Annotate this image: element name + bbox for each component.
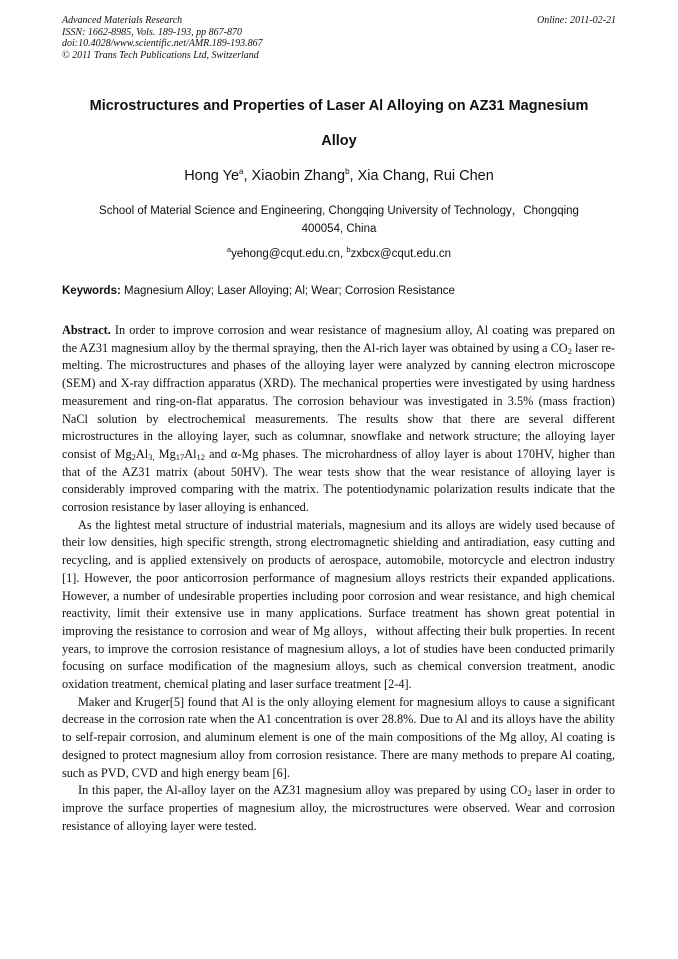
subscript: 2	[527, 788, 532, 799]
online-date: Online: 2011-02-21	[537, 15, 616, 26]
abstract-label: Abstract.	[62, 323, 111, 337]
body-paragraph: As the lightest metal structure of industrial materials, magnesium and its alloys are widely used because of their low densities, high specific strength, strong electromagnetic shielding and antiradiation, easy cutting and recycling, and is applied extensively on products of aerospace, automobile, motorcycle and electron industry [1]. However, the poor anticorrosion performance of magnesium alloys restricts their expanded applications. However, a number of undesirable properties including poor corrosion and wear resistance, and high chemical reactivity, limit their extensive use in many applications. Surface treatment has shown great potential in improving the resistance to corrosion and wear of Mg alloys，without affecting their bulk properties. In recent years, to improve the corrosion resistance of magnesium alloys, a lot of studies have been conducted primarily focusing on surface modification of the magnesium alloys, such as chemical conversion treatment, anodic oxidation treatment, chemical plating and laser surface treatment [2-4].	[62, 517, 615, 692]
journal-header	[62, 15, 616, 61]
abstract-paragraph	[62, 322, 615, 517]
subscript: 2	[567, 345, 572, 356]
author-affil-mark: b	[345, 167, 350, 176]
body-text: laser in order to improve the surface properties of magnesium alloy, the microstructures were observed. Wear and corrosion resistance of alloying layer were tested.	[62, 783, 615, 833]
body-paragraph: Maker and Kruger[5] found that Al is the only alloying element for magnesium alloys to cause a significant decrease in the corrosion rate when the A1 concentration is over 28.8%. Due to Al and its alloys have the ability to self-repair corrosion, and aluminum element is one of the main compositions of the Mg alloy, Al coating is designed to protect magnesium alloy from corrosion resistance. There are many methods to prepare Al coating, such as PVD, CVD and high energy beam [6].	[62, 694, 615, 780]
author-name: Hong Ye	[184, 168, 240, 184]
author-name: Rui Chen	[433, 168, 494, 184]
author-name: Xia Chang	[357, 168, 426, 184]
subscript: 17	[175, 451, 185, 462]
affiliation-line-2: 400054, China	[301, 222, 377, 235]
journal-name: Advanced Materials Research	[62, 15, 183, 26]
affiliation	[60, 203, 618, 238]
doi-line: doi:10.4028/www.scientific.net/AMR.189-193.867	[62, 38, 263, 49]
subscript: 12	[196, 451, 206, 462]
email-mark: b	[346, 245, 351, 254]
email-link[interactable]: zxbcx@cqut.edu.cn	[350, 248, 452, 260]
email-link[interactable]: yehong@cqut.edu.cn	[231, 248, 340, 260]
paper-body	[62, 322, 615, 835]
abstract-text: laser re-melting. The microstructures and phases of the alloying layer were analyzed by canning electron microscope (SEM) and X-ray diffraction apparatus (XRD). The mechanical properties were investigated by using hardness measurement and ring-on-flat apparatus. The corrosion behaviour was investigated in 3.5% (mass fraction) NaCl solution by electrochemical measurements. The results show that there are several different microstructures in the alloying layer, such as columnar, snowflake and network structure; the alloying layer consist of Mg	[62, 340, 615, 461]
abstract-text: Al	[135, 446, 149, 461]
subscript: 3,	[148, 451, 155, 462]
author-affil-mark: a	[239, 167, 244, 176]
abstract-text: In order to improve corrosion and wear resistance of magnesium alloy, Al coating was prepared on the AZ31 magnesium alloy by the thermal spraying, then the Al-rich layer was obtained by using a CO	[62, 323, 615, 355]
abstract-text: Al	[184, 446, 197, 461]
issn-line: ISSN: 1662-8985, Vols. 189-193, pp 867-870	[62, 26, 242, 38]
keywords-label: Keywords:	[62, 285, 121, 297]
copyright-line: © 2011 Trans Tech Publications Ltd, Switzerland	[62, 49, 259, 61]
abstract-text: and α-Mg phases. The microhardness of alloy layer is about 170HV, higher than that of the AZ31 matrix (about 50HV). The wear tests show that the wear resistance of alloying layer is considerably improved comparing with the matrix. The potentiodynamic polarization results indicate that the corrosion resistance by laser alloying is enhanced.	[62, 446, 615, 515]
author-list: Hong Ye$^a$, Xiaobin Zhang$^b$, Xia Chang, Rui Chen	[184, 167, 494, 184]
abstract-text: Mg	[154, 446, 176, 461]
email-mark: a	[226, 245, 232, 254]
title-line-2: Alloy	[321, 133, 357, 149]
body-paragraph	[62, 782, 615, 835]
keywords-text: Magnesium Alloy; Laser Alloying; Al; Wear; Corrosion Resistance	[124, 285, 455, 297]
affiliation-line-1: School of Material Science and Engineering, Chongqing University of Technology，Chongqing	[99, 205, 579, 217]
title-line-1: Microstructures and Properties of Laser Al Alloying on AZ31 Magnesium	[89, 98, 589, 114]
author-name: Xiaobin Zhang	[251, 168, 346, 184]
body-text: In this paper, the Al-alloy layer on the AZ31 magnesium alloy was prepared by using CO	[78, 783, 528, 798]
paper-title	[40, 89, 638, 159]
author-emails: $^a$yehong@cqut.edu.cn, $^b$zxbcx@cqut.edu.cn	[226, 245, 452, 260]
subscript: 2	[131, 451, 136, 462]
keywords	[62, 284, 622, 299]
